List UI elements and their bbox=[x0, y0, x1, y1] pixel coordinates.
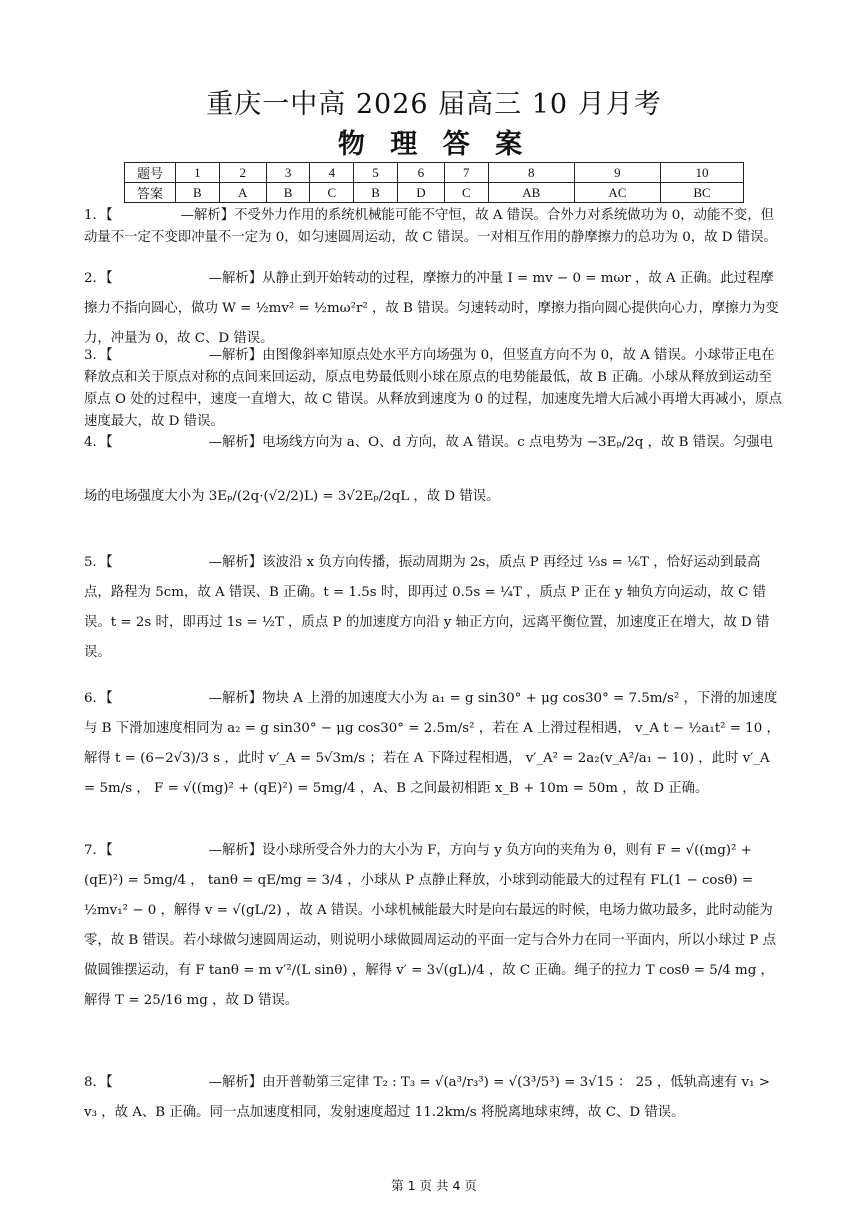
table-cell: 3 bbox=[266, 163, 310, 183]
table-cell: BC bbox=[661, 183, 744, 203]
question-head: —解析】 bbox=[208, 435, 263, 450]
question-5 bbox=[84, 548, 784, 668]
table-header-number: 题号 bbox=[125, 163, 176, 183]
question-text-b: 场的电场强度大小为 3Eₚ/(2q·(√2/2)L) = 3√2Eₚ/2qL ，故 D 错误。 bbox=[84, 489, 500, 504]
question-number: 1．【 bbox=[84, 208, 113, 223]
question-number: 2．【 bbox=[84, 271, 113, 286]
table-cell: B bbox=[354, 183, 398, 203]
question-3 bbox=[84, 345, 784, 433]
question-head: —解析】 bbox=[208, 348, 263, 363]
page-title: 重庆一中高 2026 届高三 10 月月考 bbox=[206, 89, 662, 120]
question-head: —解析】 bbox=[180, 208, 235, 223]
question-text: 设小球所受合外力的大小为 F，方向与 y 负方向的夹角为 θ，则有 F = √((mg)² + (qE)²) = 5mg/4 ， tanθ = qE/mg = 3/4 ，小球从 P 点静止释放，小球到动能最大的过程有 FL(1 − cosθ) = ½mv₁² − 0 ，解得 v = √(gL/2) ，故 A 错误。小球机械能最大时是向右最远的时候，电场力做功最多，此时动能为零，故 B 错误。若小球做匀速圆周运动，则说明小球做圆周运动的平面一定与合外力在同一平面内，所以小球过 P 点做圆锥摆运动，有 F tanθ = m v′²/(L sinθ) ，解得 v′ = 3√(gL)/4 ，故 C 正确。绳子的拉力 T cosθ = 5/4 mg ，解得 T = 25/16 mg ，故 D 错误。 bbox=[84, 843, 777, 1008]
question-4 bbox=[84, 432, 784, 454]
question-2 bbox=[84, 264, 784, 354]
question-head: —解析】 bbox=[208, 555, 263, 570]
question-7 bbox=[84, 836, 784, 1016]
table-cell: 7 bbox=[444, 163, 488, 183]
question-head: —解析】 bbox=[208, 1075, 263, 1090]
table-cell: A bbox=[219, 183, 266, 203]
question-text: 物块 A 上滑的加速度大小为 a₁ = g sin30° + μg cos30° = 7.5m/s² ，下滑的加速度与 B 下滑加速度相同为 a₂ = g sin30° − μg cos30° = 2.5m/s² ，若在 A 上滑过程相遇， v_A t − ½a₁t² = 10 ，解得 t = (6−2√3)/3 s ，此时 v′_A = 5√3m/s ；若在 A 下降过程相遇， v′_A² = 2a₂(v_A²/a₁ − 10) ，此时 v′_A = 5m/s ， F = √((mg)² + (qE)²) = 5mg/4 ，A、B 之间最初相距 x_B + 10m = 50m ，故 D 正确。 bbox=[84, 691, 780, 796]
table-cell: C bbox=[310, 183, 354, 203]
answer-table-answer-row bbox=[125, 183, 744, 203]
question-text: 从静止到开始转动的过程，摩擦力的冲量 I = mv − 0 = mωr ，故 A 正确。此过程摩擦力不指向圆心，做功 W = ½mv² = ½mω²r² ，故 B 错误。匀速转动时，摩擦力指向圆心提供向心力，摩擦力为变力，冲量为 0，故 C、D 错误。 bbox=[84, 271, 779, 346]
table-cell: 1 bbox=[176, 163, 220, 183]
page-subtitle: 物 理 答 案 bbox=[337, 129, 531, 160]
question-number: 4．【 bbox=[84, 435, 113, 450]
table-cell: D bbox=[397, 183, 444, 203]
question-1 bbox=[84, 205, 784, 249]
question-text: 该波沿 x 负方向传播，振动周期为 2s，质点 P 再经过 ⅓s = ⅙T ，恰好运动到最高点，路程为 5cm，故 A 错误、B 正确。t = 1.5s 时，即再过 0.5s = ¼T ，质点 P 正在 y 轴负方向运动，故 C 错误。t = 2s 时，即再过 1s = ½T ，质点 P 的加速度方向沿 y 轴正方向，远离平衡位置，加速度正在增大，故 D 错误。 bbox=[84, 555, 770, 660]
question-text: 不受外力作用的系统机械能可能不守恒，故 A 错误。合外力对系统做功为 0，动能不变，但动量不一定不变即冲量不一定为 0，如匀速圆周运动，故 C 错误。一对相互作用的静摩擦力的总功为 0，故 D 错误。 bbox=[84, 208, 777, 245]
table-cell: AB bbox=[488, 183, 574, 203]
table-cell: B bbox=[176, 183, 220, 203]
table-cell: 10 bbox=[661, 163, 744, 183]
table-cell: 9 bbox=[574, 163, 660, 183]
table-cell: 6 bbox=[397, 163, 444, 183]
table-cell: 4 bbox=[310, 163, 354, 183]
question-number: 5．【 bbox=[84, 555, 113, 570]
question-6 bbox=[84, 684, 784, 804]
question-number: 6．【 bbox=[84, 691, 113, 706]
table-cell: C bbox=[444, 183, 488, 203]
question-text-a: 电场线方向为 a、O、d 方向，故 A 错误。c 点电势为 −3Eₚ/2q ，故 B 错误。匀强电 bbox=[262, 435, 774, 450]
table-cell: 5 bbox=[354, 163, 398, 183]
question-text: 由开普勒第三定律 T₂ : T₃ = √(a³/r₃³) = √(3³/5³) = 3√15 ： 25 ，低轨高速有 v₁ > v₃ ，故 A、B 正确。同一点加速度相同，发射速度超过 11.2km/s 将脱离地球束缚，故 C、D 错误。 bbox=[84, 1075, 770, 1120]
question-head: —解析】 bbox=[208, 691, 263, 706]
question-number: 3．【 bbox=[84, 348, 113, 363]
table-header-answer: 答案 bbox=[125, 183, 176, 203]
answer-table-number-row bbox=[125, 163, 744, 183]
table-cell: AC bbox=[574, 183, 660, 203]
table-cell: B bbox=[266, 183, 310, 203]
question-text: 由图像斜率知原点处水平方向场强为 0，但竖直方向不为 0，故 A 错误。小球带正电在释放点和关于原点对称的点间来回运动，原点电势最低则小球在原点的电势能最低，故 B 正确。小球从释放到运动至原点 O 处的过程中，速度一直增大，故 C 错误。从释放到速度为 0 的过程，加速度先增大后减小再增大再减小，原点速度最大，故 D 错误。 bbox=[84, 348, 783, 429]
question-head: —解析】 bbox=[208, 843, 263, 858]
question-4-continued bbox=[84, 486, 784, 508]
table-cell: 2 bbox=[219, 163, 266, 183]
question-8 bbox=[84, 1068, 784, 1128]
question-number: 7．【 bbox=[84, 843, 113, 858]
question-head: —解析】 bbox=[208, 271, 263, 286]
answer-table bbox=[124, 162, 744, 203]
table-cell: 8 bbox=[488, 163, 574, 183]
page-footer: 第 1 页 共 4 页 bbox=[391, 1178, 477, 1193]
question-number: 8．【 bbox=[84, 1075, 113, 1090]
